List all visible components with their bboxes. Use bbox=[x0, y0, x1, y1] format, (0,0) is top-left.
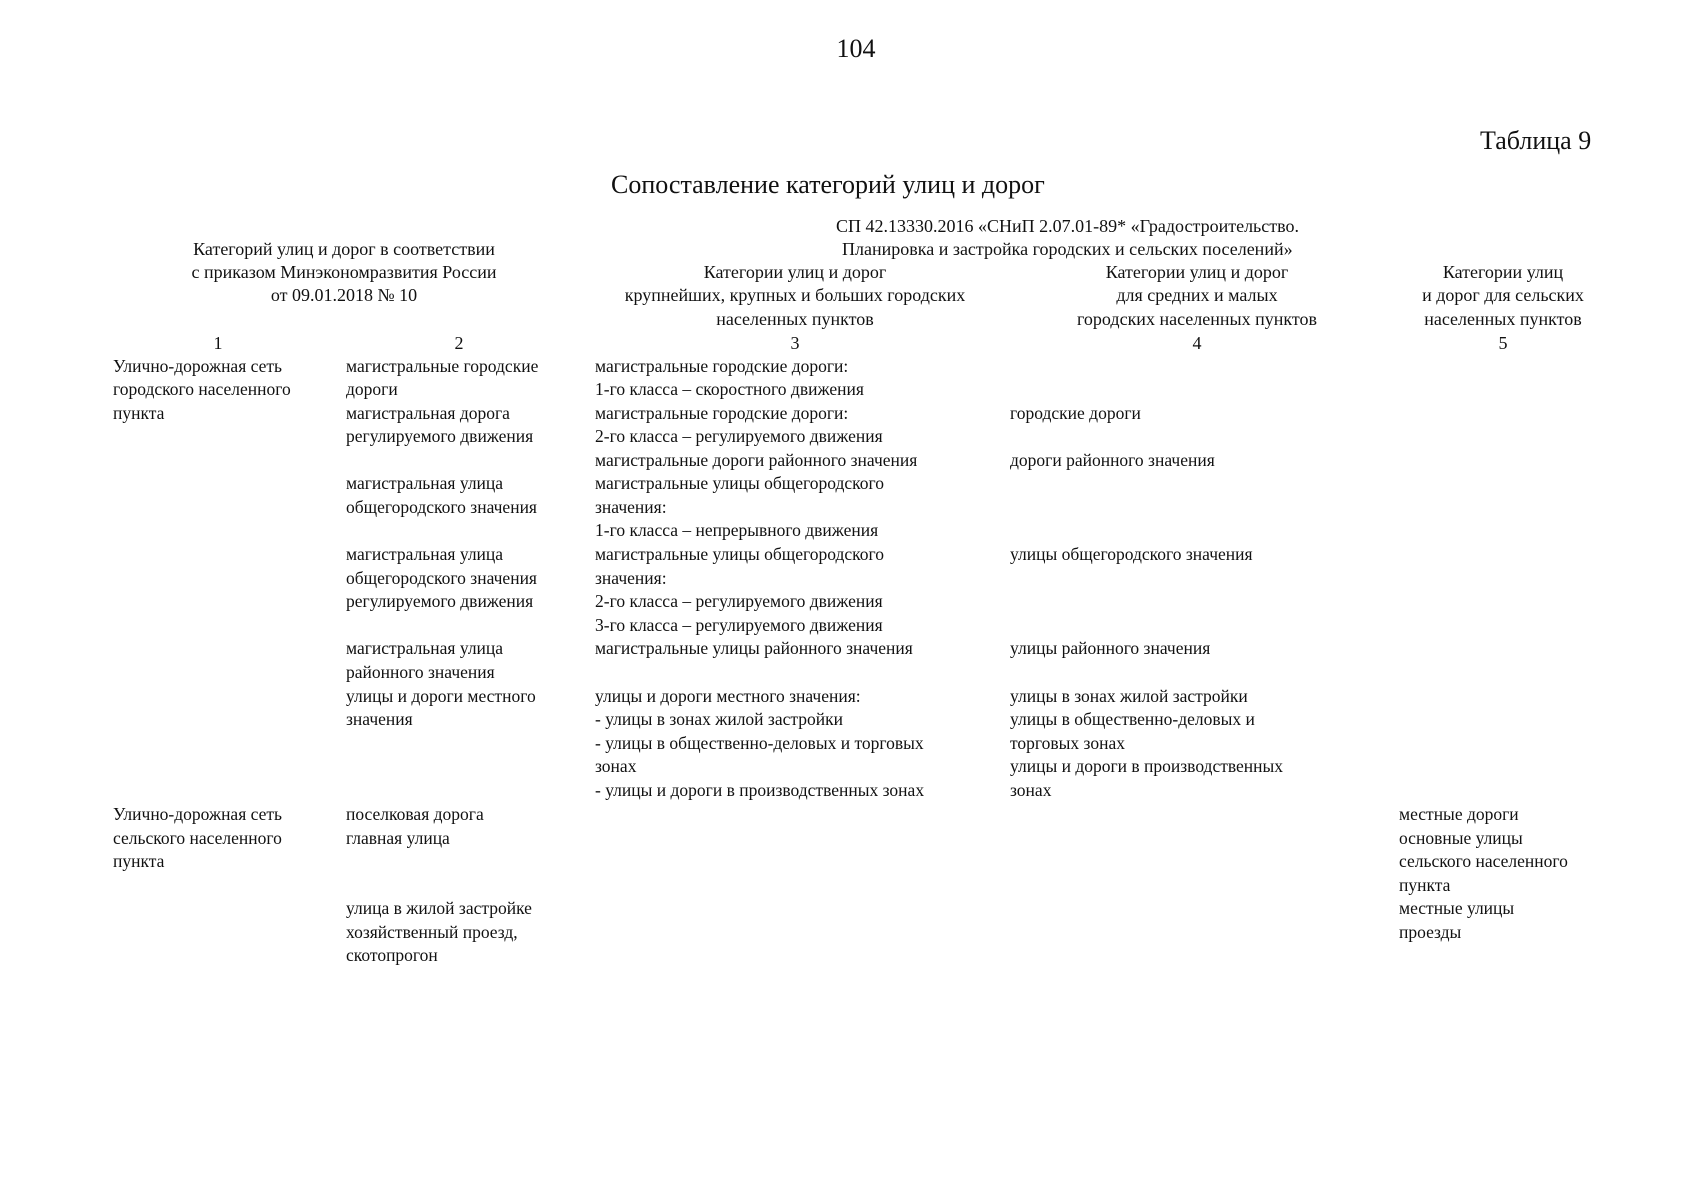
col2-cell-line: магистральная улица bbox=[346, 544, 504, 564]
col3-cell-line: 2-го класса – регулируемого движения bbox=[595, 426, 883, 446]
column-number: 2 bbox=[454, 333, 464, 353]
col3-cell-line: магистральные дороги районного значения bbox=[595, 450, 918, 470]
col3-cell-line: магистральные улицы общегородского bbox=[595, 544, 885, 564]
col2-cell-line: общегородского значения bbox=[346, 497, 537, 517]
col1-cell-line: пункта bbox=[113, 851, 165, 871]
col2-cell-line: главная улица bbox=[346, 828, 450, 848]
column-number: 5 bbox=[1498, 333, 1508, 353]
header-col5-line: и дорог для сельских bbox=[1422, 285, 1584, 305]
header-col4-line: Категории улиц и дорог bbox=[1105, 262, 1289, 282]
col3-cell-line: значения: bbox=[595, 497, 667, 517]
col4-cell-line: улицы районного значения bbox=[1010, 638, 1211, 658]
col1-cell-line: городского населенного bbox=[113, 379, 291, 399]
col1-cell-line: Улично-дорожная сеть bbox=[113, 356, 283, 376]
col5-cell-line: местные улицы bbox=[1399, 898, 1515, 918]
header-col5-line: населенных пунктов bbox=[1424, 309, 1582, 329]
col5-cell-line: основные улицы bbox=[1399, 828, 1523, 848]
col4-cell-line: улицы и дороги в производственных bbox=[1010, 756, 1284, 776]
col3-cell-line: 1-го класса – скоростного движения bbox=[595, 379, 864, 399]
col2-cell-line: регулируемого движения bbox=[346, 591, 534, 611]
col3-cell-line: - улицы и дороги в производственных зонах bbox=[595, 780, 925, 800]
column-number: 1 bbox=[213, 333, 223, 353]
column-number: 3 bbox=[790, 333, 800, 353]
header-col4-line: для средних и малых bbox=[1116, 285, 1278, 305]
col4-cell-line: зонах bbox=[1010, 780, 1052, 800]
col3-cell-line: улицы и дороги местного значения: bbox=[595, 686, 861, 706]
col4-cell-line: городские дороги bbox=[1010, 403, 1141, 423]
col3-cell-line: магистральные городские дороги: bbox=[595, 403, 849, 423]
col4-cell-line: дороги районного значения bbox=[1010, 450, 1215, 470]
header-left-line: Категорий улиц и дорог в соответствии bbox=[193, 239, 495, 259]
col5-cell-line: сельского населенного bbox=[1399, 851, 1568, 871]
col2-cell-line: магистральные городские bbox=[346, 356, 539, 376]
header-col4-line: городских населенных пунктов bbox=[1077, 309, 1317, 329]
col2-cell-line: магистральная улица bbox=[346, 638, 504, 658]
header-col5-line: Категории улиц bbox=[1442, 262, 1564, 282]
col4-cell-line: улицы в общественно-деловых и bbox=[1010, 709, 1255, 729]
col3-cell-line: - улицы в зонах жилой застройки bbox=[595, 709, 843, 729]
col3-cell-line: 3-го класса – регулируемого движения bbox=[595, 615, 883, 635]
column-number: 4 bbox=[1192, 333, 1202, 353]
col2-cell-line: общегородского значения bbox=[346, 568, 537, 588]
col3-cell-line: 1-го класса – непрерывного движения bbox=[595, 520, 879, 540]
col4-cell-line: улицы в зонах жилой застройки bbox=[1010, 686, 1248, 706]
col1-cell-line: Улично-дорожная сеть bbox=[113, 804, 283, 824]
col4-cell-line: торговых зонах bbox=[1010, 733, 1125, 753]
col3-cell-line: значения: bbox=[595, 568, 667, 588]
col2-cell-line: улица в жилой застройке bbox=[346, 898, 532, 918]
col3-cell-line: 2-го класса – регулируемого движения bbox=[595, 591, 883, 611]
col2-cell-line: районного значения bbox=[346, 662, 495, 682]
col2-cell-line: поселковая дорога bbox=[346, 804, 484, 824]
header-col3-line: крупнейших, крупных и больших городских bbox=[624, 285, 966, 305]
header-sp-line: СП 42.13330.2016 «СНиП 2.07.01-89* «Градостроительство. bbox=[836, 216, 1299, 236]
col1-cell-line: сельского населенного bbox=[113, 828, 282, 848]
col2-cell-line: скотопрогон bbox=[346, 945, 438, 965]
table-title: Сопоставление категорий улиц и дорог bbox=[611, 170, 1045, 199]
header-left-line: от 09.01.2018 № 10 bbox=[270, 285, 418, 305]
table-label: Таблица 9 bbox=[1480, 126, 1592, 155]
col3-cell-line: - улицы в общественно-деловых и торговых bbox=[595, 733, 924, 753]
col3-cell-line: магистральные городские дороги: bbox=[595, 356, 849, 376]
col5-cell-line: проезды bbox=[1399, 922, 1462, 942]
col3-cell-line: зонах bbox=[595, 756, 637, 776]
col2-cell-line: дороги bbox=[346, 379, 398, 399]
col2-cell-line: значения bbox=[346, 709, 413, 729]
col2-cell-line: улицы и дороги местного bbox=[346, 686, 536, 706]
col2-cell-line: регулируемого движения bbox=[346, 426, 534, 446]
col1-cell-line: пункта bbox=[113, 403, 165, 423]
page-number: 104 bbox=[836, 34, 876, 63]
header-sp-line: Планировка и застройка городских и сельских поселений» bbox=[842, 239, 1293, 259]
col4-cell-line: улицы общегородского значения bbox=[1010, 544, 1253, 564]
col5-cell-line: местные дороги bbox=[1399, 804, 1519, 824]
header-col3-line: Категории улиц и дорог bbox=[703, 262, 887, 282]
col5-cell-line: пункта bbox=[1399, 875, 1451, 895]
header-col3-line: населенных пунктов bbox=[716, 309, 874, 329]
col2-cell-line: магистральная дорога bbox=[346, 403, 510, 423]
col3-cell-line: магистральные улицы районного значения bbox=[595, 638, 913, 658]
col2-cell-line: магистральная улица bbox=[346, 473, 504, 493]
header-left-line: с приказом Минэкономразвития России bbox=[191, 262, 497, 282]
col3-cell-line: магистральные улицы общегородского bbox=[595, 473, 885, 493]
col2-cell-line: хозяйственный проезд, bbox=[346, 922, 518, 942]
